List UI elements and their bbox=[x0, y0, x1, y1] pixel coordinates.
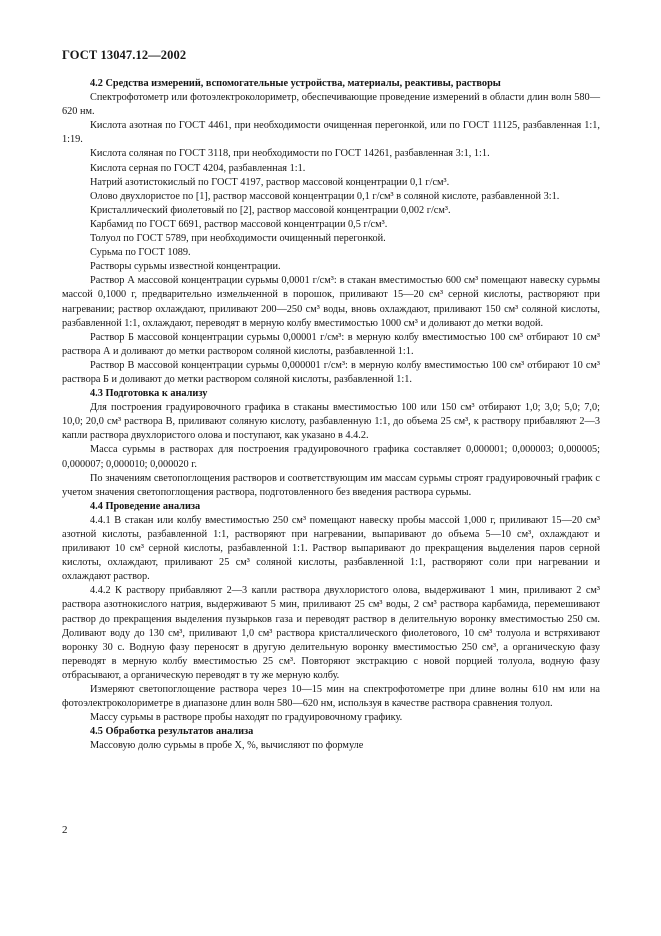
section-heading: 4.5 Обработка результатов анализа bbox=[90, 726, 254, 738]
paragraph: 4.4.1 В стакан или колбу вместимостью 250 см³ помещают навеску пробы массой 1,000 г, приливают 15—20 см³ азотной кислоты, разбавленной 1:1, растворяют при нагревании, выпаривают до объема 5—10 см³, охлаждают и приливают 10 см³ серной кислоты, разбавленной 1:1. Раствор выпаривают до прекращения выделения паров серной кислоты, охлаждают, приливают 25 см³ соляной кислоты, разбавленной 1:1, растворяют соли при нагревании и охлаждают раствор. bbox=[62, 514, 600, 583]
paragraph: Раствор Б массовой концентрации сурьмы 0,00001 г/см³: в мерную колбу вместимостью 100 см³ отбирают 10 см³ раствора А и доливают до метки раствором соляной кислоты, разбавленной 1:1. bbox=[62, 331, 600, 357]
paragraph: Кислота азотная по ГОСТ 4461, при необходимости очищенная перегонкой, или по ГОСТ 11125, разбавленная 1:1, 1:19. bbox=[62, 120, 600, 146]
paragraph: Раствор В массовой концентрации сурьмы 0,000001 г/см³: в мерную колбу вместимостью 100 см³ отбирают 10 см³ раствора Б и доливают до метки раствором соляной кислоты, разбавленной 1:1. bbox=[62, 359, 600, 385]
paragraph: Кристаллический фиолетовый по [2], раствор массовой концентрации 0,002 г/см³. bbox=[90, 204, 451, 216]
paragraph: Массу сурьмы в растворе пробы находят по градуировочному графику. bbox=[90, 712, 403, 724]
paragraph: Натрий азотистокислый по ГОСТ 4197, раствор массовой концентрации 0,1 г/см³. bbox=[90, 176, 450, 188]
paragraph: Массовую долю сурьмы в пробе X, %, вычисляют по формуле bbox=[90, 740, 364, 752]
paragraph: Сурьма по ГОСТ 1089. bbox=[90, 247, 191, 259]
paragraph: Кислота серная по ГОСТ 4204, разбавленная 1:1. bbox=[90, 162, 306, 174]
page-number: 2 bbox=[62, 824, 68, 836]
document-body bbox=[62, 77, 600, 754]
paragraph: Для построения градуировочного графика в стаканы вместимостью 100 или 150 см³ отбирают 1,0; 3,0; 5,0; 7,0; 10,0; 20,0 см³ раствора В, приливают соляную кислоту, разбавленную 1:1, до объема 25 см³, к раствору прибавляют 2—3 капли раствора двухлористого олова и поступают, как указано в 4.4.2. bbox=[62, 402, 600, 442]
paragraph: Толуол по ГОСТ 5789, при необходимости очищенный перегонкой. bbox=[90, 233, 386, 245]
section-heading: 4.3 Подготовка к анализу bbox=[90, 388, 208, 400]
paragraph: Спектрофотометр или фотоэлектроколориметр, обеспечивающие проведение измерений в области длин волн 580—620 нм. bbox=[62, 92, 600, 118]
paragraph: Кислота соляная по ГОСТ 3118, при необходимости по ГОСТ 14261, разбавленная 3:1, 1:1. bbox=[90, 148, 490, 160]
section-heading: 4.2 Средства измерений, вспомогательные устройства, материалы, реактивы, растворы bbox=[90, 78, 501, 89]
paragraph: Раствор А массовой концентрации сурьмы 0,0001 г/см³: в стакан вместимостью 600 см³ помещают навеску сурьмы массой 0,1000 г, предварительно измельченной в порошок, приливают 15—20 см³ серной кислоты, растворяют при нагревании; раствор охлаждают, приливают 200—250 см³ воды, вновь охлаждают, приливают 150 см³ соляной кислоты, разбавленной 1:1, охлаждают, переводят в мерную колбу вместимостью 1000 см³ и доливают до метки водой. bbox=[62, 275, 600, 329]
document-header: ГОСТ 13047.12—2002 bbox=[62, 48, 187, 62]
paragraph: Измеряют светопоглощение раствора через 10—15 мин на спектрофотометре при длине волны 610 нм или на фотоэлектроколориметре в диапазоне длин волн 580—620 нм, используя в качестве раствора сравнения толуол. bbox=[62, 684, 600, 710]
section-heading: 4.4 Проведение анализа bbox=[90, 500, 201, 512]
paragraph: Карбамид по ГОСТ 6691, раствор массовой концентрации 0,5 г/см³. bbox=[90, 218, 388, 230]
paragraph: Масса сурьмы в растворах для построения градуировочного графика составляет 0,000001; 0,000003; 0,000005; 0,000007; 0,000010; 0,000020 г. bbox=[62, 444, 600, 470]
paragraph: 4.4.2 К раствору прибавляют 2—3 капли раствора двухлористого олова, выдерживают 1 мин, приливают 2 см³ раствора азотнокислого натрия, выдерживают 5 мин, приливают 25 см³ воды, 2 см³ раствора карбамида, перемешивают раствор до прекращения выделения пузырьков газа и переводят раствор в делительную воронку вместимостью 250 см. Доливают воду до 130 см³, приливают 1,0 см³ раствора кристаллического фиолетового, 10 см³ толуола и встряхивают воронку 30 с. Водную фазу переносят в другую делительную воронку вместимостью 250 см³, а органическую фазу переводят в мерную колбу вместимостью 25 см³. Повторяют экстракцию с новой порцией толуола, водную фазу отбрасывают, а органическую переводят в ту же мерную колбу. bbox=[62, 585, 600, 681]
paragraph: Растворы сурьмы известной концентрации. bbox=[90, 261, 281, 273]
paragraph: Олово двухлористое по [1], раствор массовой концентрации 0,1 г/см³ в соляной кислоте, разбавленной 3:1. bbox=[90, 190, 560, 202]
paragraph: По значениям светопоглощения растворов и соответствующим им массам сурьмы строят градуировочный график с учетом значения светопоглощения раствора, подготовленного без введения раствора сурьмы. bbox=[62, 472, 600, 498]
